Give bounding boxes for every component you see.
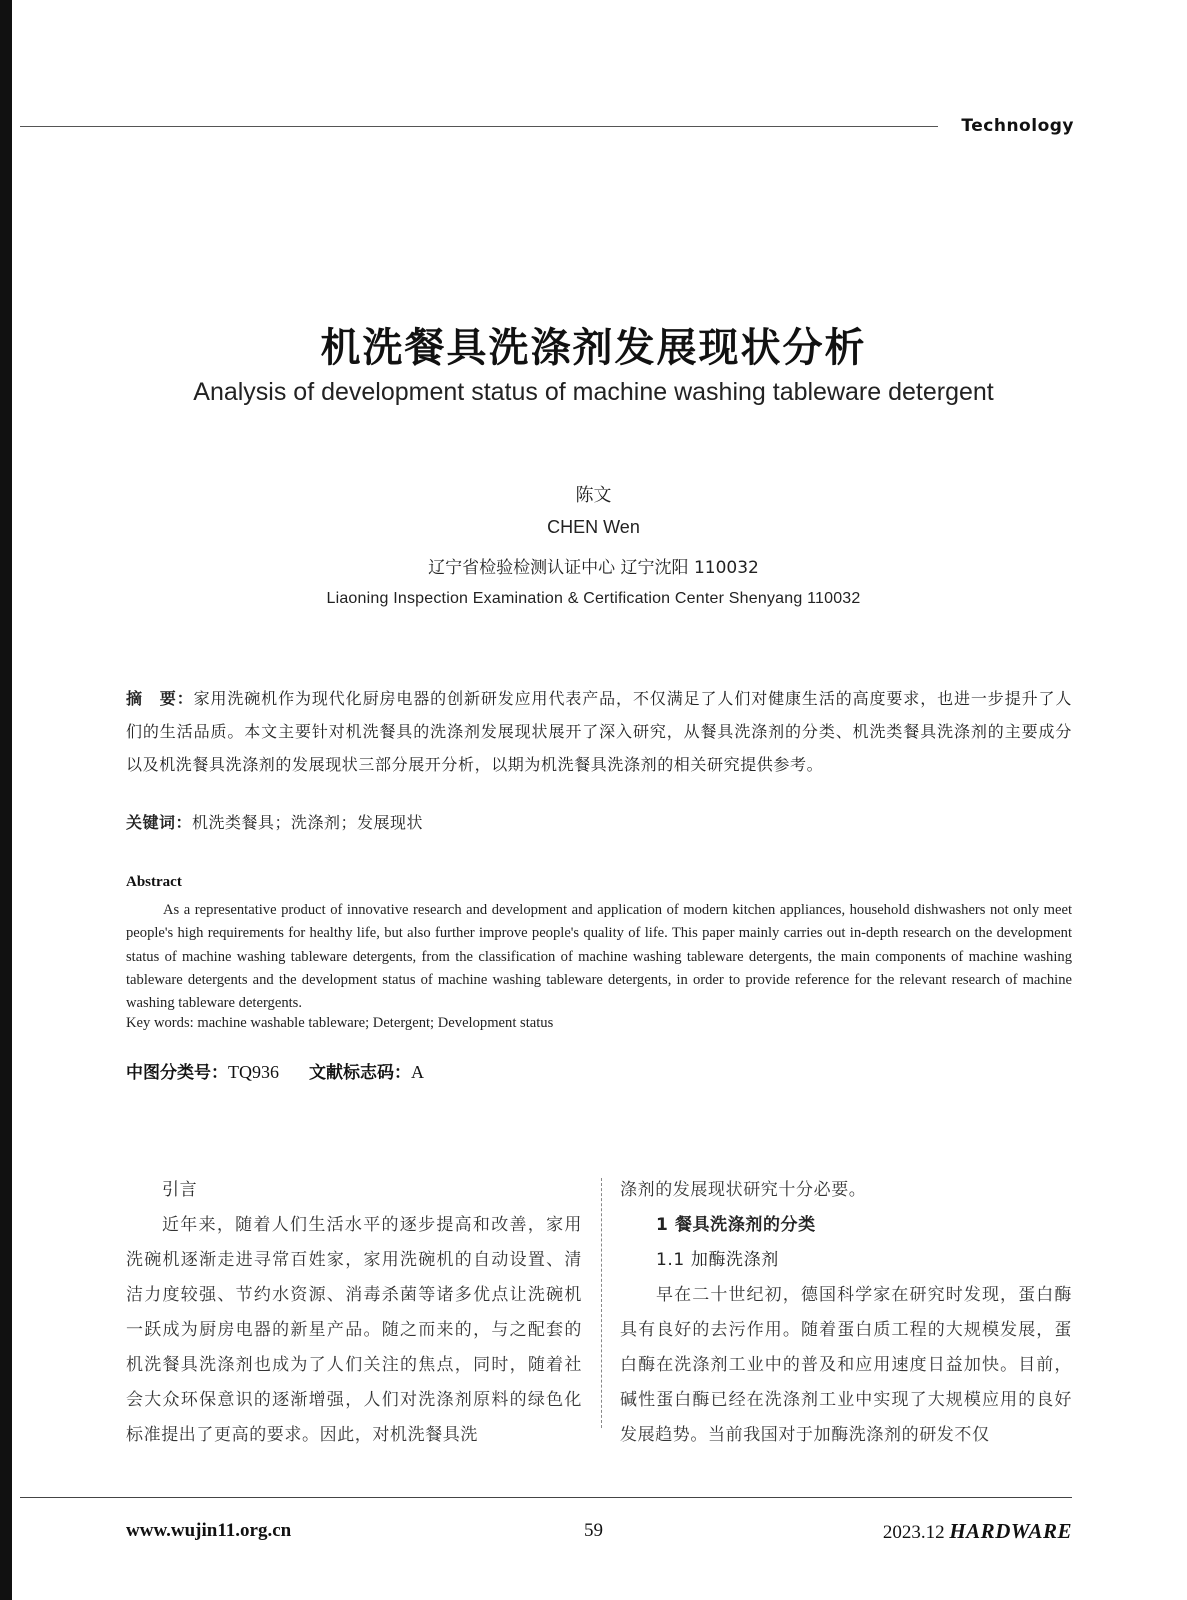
keywords-chinese-label: 关键词： [126, 813, 193, 832]
abstract-english-text: As a representative product of innovative research and development and application of modern kitchen appliances, household dishwashers not only meet people's high requirements for healthy life, but also further improve people's quality of life. This paper mainly carries out in-depth research on the development status of machine washing tableware detergents, from the classification of machine washing tableware detergents, the main components of machine washing tableware detergents and the development status of machine washing tableware detergents, in order to provide reference for the relevant research of machine washing tableware detergents. [126, 902, 1072, 1012]
continued-text: 涤剂的发展现状研究十分必要。 [620, 1180, 867, 1200]
body-column-right [620, 1173, 1072, 1453]
journal-name: HARDWARE [949, 1519, 1072, 1543]
title-chinese: 机洗餐具洗涤剂发展现状分析 [320, 325, 867, 371]
body-paragraph: 早在二十世纪初，德国科学家在研究时发现，蛋白酶具有良好的去污作用。随着蛋白质工程的大规模发展，蛋白酶在洗涤剂工业中的普及和应用速度日益加快。目前，碱性蛋白酶已经在洗涤剂工业中实现了大规模应用的良好发展趋势。当前我国对于加酶洗涤剂的研发不仅 [620, 1285, 1072, 1445]
body-column-left [126, 1173, 582, 1453]
clc-label: 中图分类号： [126, 1063, 228, 1083]
doc-code-label: 文献标志码： [309, 1063, 411, 1083]
header-rule [20, 126, 938, 127]
footer-journal [883, 1519, 1072, 1544]
clc-value: TQ936 [228, 1062, 279, 1082]
page-number: 59 [584, 1520, 603, 1541]
section-heading: 1 餐具洗涤剂的分类 [656, 1215, 816, 1235]
classification-line [126, 1058, 424, 1083]
title-english: Analysis of development status of machine washing tableware detergent [193, 378, 994, 406]
intro-paragraph: 近年来，随着人们生活水平的逐步提高和改善，家用洗碗机逐渐走进寻常百姓家，家用洗碗机的自动设置、清洁力度较强、节约水资源、消毒杀菌等诸多优点让洗碗机一跃成为厨房电器的新星产品。随之而来的，与之配套的机洗餐具洗涤剂也成为了人们关注的焦点，同时，随着社会大众环保意识的逐渐增强，人们对洗涤剂原料的绿色化标准提出了更高的要求。因此，对机洗餐具洗 [126, 1215, 582, 1445]
footer-issue: 2023.12 [882, 1522, 945, 1543]
section-label: Technology [961, 116, 1074, 136]
intro-heading: 引言 [162, 1180, 198, 1200]
doc-code-value: A [411, 1062, 424, 1082]
subsection-heading: 1.1 加酶洗涤剂 [656, 1250, 779, 1270]
author-chinese: 陈文 [575, 485, 612, 506]
abstract-chinese-text: 家用洗碗机作为现代化厨房电器的创新研发应用代表产品，不仅满足了人们对健康生活的高度要求，也进一步提升了人们的生活品质。本文主要针对机洗餐具的洗涤剂发展现状展开了深入研究，从餐具洗涤剂的分类、机洗类餐具洗涤剂的主要成分以及机洗餐具洗涤剂的发展现状三部分展开分析，以期为机洗餐具洗涤剂的相关研究提供参考。 [126, 689, 1072, 774]
affiliation-chinese: 辽宁省检验检测认证中心 辽宁沈阳 110032 [428, 558, 759, 578]
keywords-english: Key words: machine washable tableware; Detergent; Development status [126, 1015, 554, 1031]
keywords-chinese [126, 810, 1072, 833]
column-divider [601, 1178, 602, 1428]
footer-rule [20, 1497, 1072, 1498]
abstract-chinese-label: 摘 要： [126, 689, 194, 708]
abstract-english-heading: Abstract [126, 874, 182, 890]
affiliation-english: Liaoning Inspection Examination & Certification Center Shenyang 110032 [326, 590, 861, 607]
author-english: CHEN Wen [547, 517, 640, 537]
footer-website: www.wujin11.org.cn [126, 1520, 292, 1541]
keywords-chinese-text: 机洗类餐具；洗涤剂；发展现状 [192, 813, 424, 832]
page-edge-bar [0, 0, 12, 1600]
abstract-chinese [126, 682, 1072, 781]
